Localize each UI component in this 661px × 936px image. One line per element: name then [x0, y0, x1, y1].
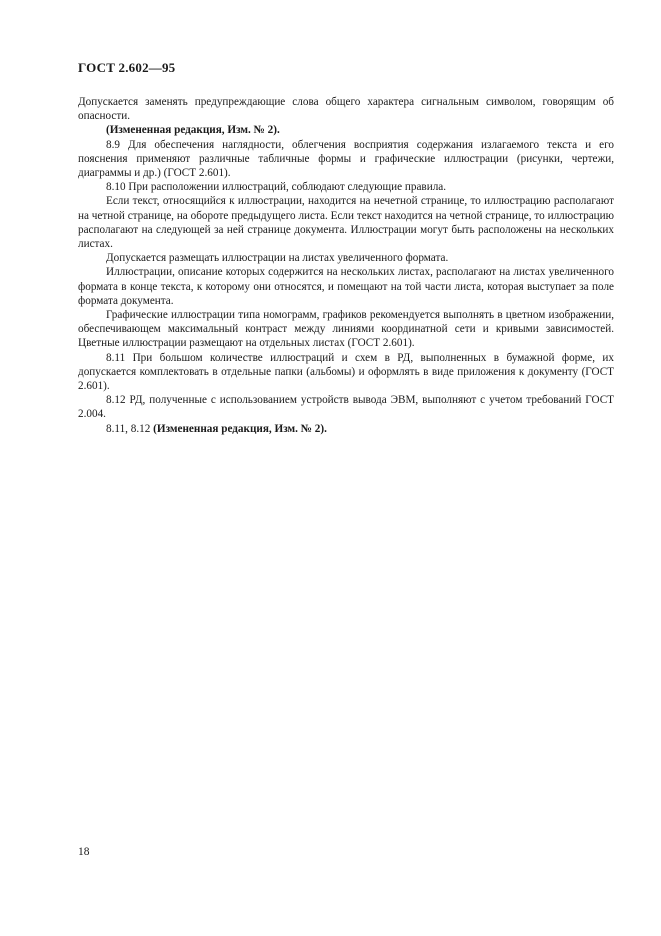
- paragraph: Допускается размещать иллюстрации на листах увеличенного формата.: [106, 252, 449, 265]
- paragraph: Если текст, относящийся к иллюстрации, находится на нечетной странице, то иллюстрацию располагают на четной странице, на обороте предыдущего листа. Если текст находится на четной странице, то иллюстрацию располагают на следующей за ней странице документа. Иллюстрации могут быть расположены на нескольких листах.: [78, 195, 614, 251]
- document-body: [78, 95, 614, 436]
- page-number: 18: [78, 846, 90, 858]
- amendment-note-final: [78, 422, 614, 436]
- amendment-bold-text: (Измененная редакция, Изм. № 2).: [153, 422, 327, 435]
- paragraph: Иллюстрации, описание которых содержится на нескольких листах, располагают на листах увеличенного формата в конце текста, к которому они относятся, и помещают на той части листа, которая выступает за поле формата документа.: [78, 266, 614, 307]
- amendment-prefix: 8.11, 8.12: [106, 422, 154, 435]
- paragraph-8-9: 8.9 Для обеспечения наглядности, облегчения восприятия содержания излагаемого текста и его пояснения применяют различные табличные формы и графические иллюстрации (рисунки, чертежи, диаграммы и др.) (ГОСТ 2.601).: [78, 138, 614, 180]
- amendment-note: (Измененная редакция, Изм. № 2).: [106, 124, 280, 137]
- document-header: ГОСТ 2.602—95: [78, 60, 176, 75]
- paragraph-8-11: 8.11 При большом количестве иллюстраций и схем в РД, выполненных в бумажной форме, их допускается комплектовать в отдельные папки (альбомы) и оформлять в виде приложения к документу (ГОСТ 2.601).: [78, 351, 614, 393]
- paragraph-8-10: 8.10 При расположении иллюстраций, соблюдают следующие правила.: [106, 181, 447, 194]
- paragraph: Графические иллюстрации типа номограмм, графиков рекомендуется выполнять в цветном изображении, обеспечивающем максимальный контраст между линиями координатной сети и кривыми зависимостей. Цветные иллюстрации размещают на отдельных листах (ГОСТ 2.601).: [78, 309, 614, 350]
- paragraph: Допускается заменять предупреждающие слова общего характера сигнальным символом, говорящим об опасности.: [78, 96, 614, 123]
- paragraph-8-12: 8.12 РД, полученные с использованием устройств вывода ЭВМ, выполняют с учетом требований ГОСТ 2.004.: [78, 394, 614, 421]
